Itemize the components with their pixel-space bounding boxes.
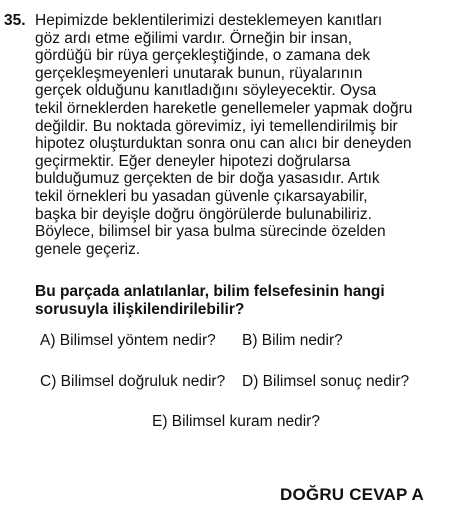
passage-line: bulduğumuz gerçekten de bir doğa yasasıdır. Artık — [35, 170, 380, 188]
question-stem — [35, 283, 455, 318]
passage-line: geçirmektir. Eğer deneyler hipotezi doğrularsa — [35, 152, 351, 170]
passage-line: tekil örneklerden hareketle genellemeler yapmak doğru — [35, 99, 413, 117]
option-a[interactable]: A) Bilimsel yöntem nedir? — [40, 332, 216, 349]
passage-line: Hepimizde beklentilerimizi desteklemeyen kanıtları — [35, 12, 383, 29]
passage-line: değildir. Bu noktada görevimiz, iyi temellendirilmiş bir — [35, 117, 398, 135]
question-number: 35. — [4, 12, 26, 29]
passage-line: tekil örnekleri bu yasadan güvenle çıkarsayabilir, — [35, 187, 368, 205]
question-passage — [35, 12, 455, 258]
passage-line: başka bir deyişle doğru öngörülerde bulunabiliriz. — [35, 205, 372, 223]
passage-line: gördüğü bir rüya gerçekleştiğinde, o zamana dek — [35, 47, 371, 65]
option-c[interactable]: C) Bilimsel doğruluk nedir? — [40, 373, 226, 390]
option-b[interactable]: B) Bilim nedir? — [242, 332, 343, 349]
option-e[interactable]: E) Bilimsel kuram nedir? — [152, 413, 320, 430]
passage-line: Böylece, bilimsel bir yasa bulma sürecinde özelden — [35, 223, 386, 241]
passage-line: göz ardı etme eğilimi vardır. Örneğin bir insan, — [35, 29, 353, 47]
passage-line: genele geçeriz. — [35, 240, 141, 258]
stem-line: Bu parçada anlatılanlar, bilim felsefesinin hangi — [35, 283, 385, 300]
correct-answer-label: DOĞRU CEVAP A — [280, 485, 424, 504]
passage-line: gerçekleşmeyenleri unutarak bunun, rüyalarının — [35, 64, 363, 82]
stem-line: sorusuyla ilişkilendirilebilir? — [35, 300, 245, 318]
passage-line: hipotez oluşturduktan sonra onu can alıcı bir deneyden — [35, 135, 412, 153]
option-d[interactable]: D) Bilimsel sonuç nedir? — [242, 373, 410, 390]
passage-line: gerçek olduğunu kanıtladığını söyleyecektir. Oysa — [35, 82, 377, 100]
